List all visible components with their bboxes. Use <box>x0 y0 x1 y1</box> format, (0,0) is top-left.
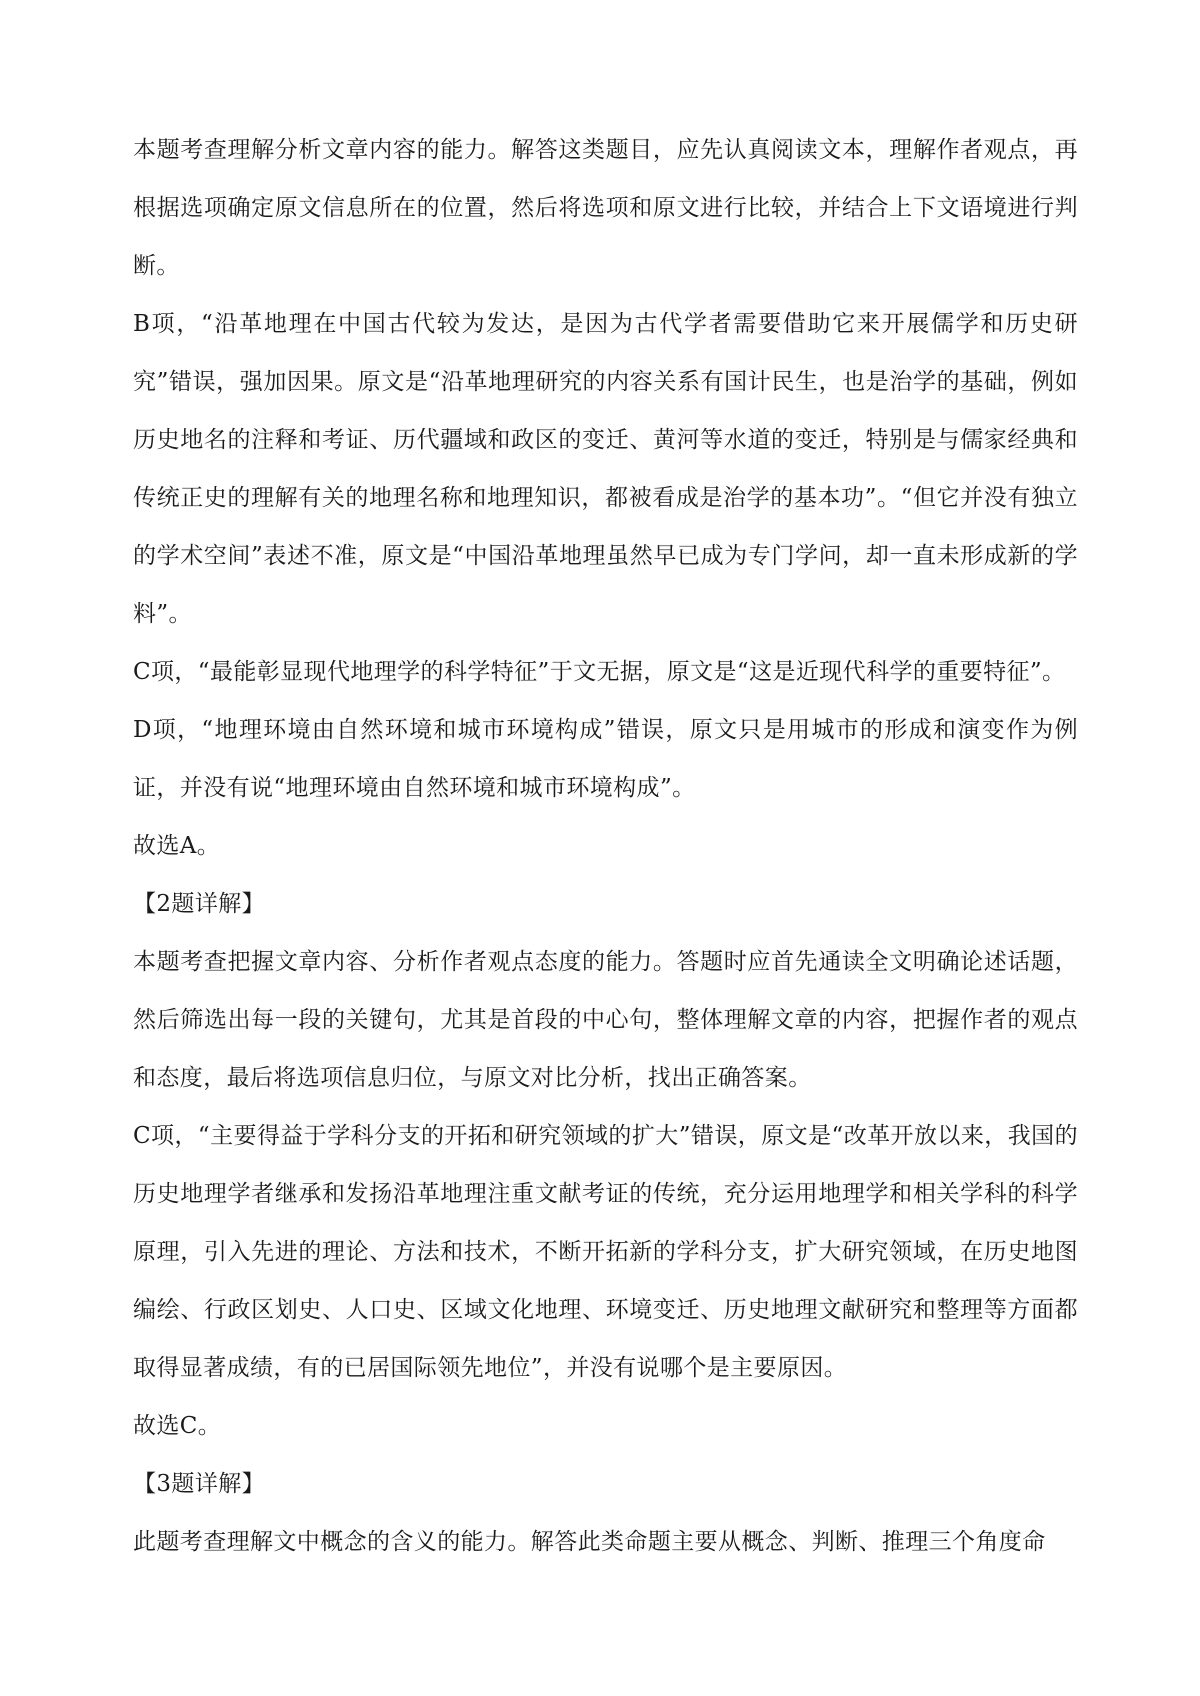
paragraph-option-d-1: D项，“地理环境由自然环境和城市环境构成”错误，原文只是用城市的形成和演变作为例证，并没有说“地理环境由自然环境和城市环境构成”。 <box>133 717 1078 801</box>
document-body <box>133 121 1078 1571</box>
paragraph-option-c-1: C项，“最能彰显现代地理学的科学特征”于文无据，原文是“这是近现代科学的重要特征”。 <box>133 659 1066 685</box>
paragraph-option-b-1: B项，“沿革地理在中国古代较为发达，是因为古代学者需要借助它来开展儒学和历史研究”错误，强加因果。原文是“沿革地理研究的内容关系有国计民生，也是治学的基础，例如历史地名的注释和考证、历代疆域和政区的变迁、黄河等水道的变迁，特别是与儒家经典和传统正史的理解有关的地理名称和地理知识，都被看成是治学的基本功”。“但它并没有独立的学术空间”表述不准，原文是“中国沿革地理虽然早已成为专门学问，却一直未形成新的学料”。 <box>133 311 1078 627</box>
answer-2: 故选C。 <box>133 1413 222 1439</box>
paragraph-intro-3: 此题考查理解文中概念的含义的能力。解答此类命题主要从概念、判断、推理三个角度命 <box>133 1529 1046 1555</box>
answer-1: 故选A。 <box>133 833 221 859</box>
section-heading-q3: 【3题详解】 <box>133 1471 266 1497</box>
paragraph-intro-1: 本题考查理解分析文章内容的能力。解答这类题目，应先认真阅读文本，理解作者观点，再根据选项确定原文信息所在的位置，然后将选项和原文进行比较，并结合上下文语境进行判断。 <box>133 137 1078 279</box>
paragraph-option-c-2: C项，“主要得益于学科分支的开拓和研究领域的扩大”错误，原文是“改革开放以来，我国的历史地理学者继承和发扬沿革地理注重文献考证的传统，充分运用地理学和相关学科的科学原理，引入先进的理论、方法和技术，不断开拓新的学科分支，扩大研究领域，在历史地图编绘、行政区划史、人口史、区域文化地理、环境变迁、历史地理文献研究和整理等方面都取得显著成绩，有的已居国际领先地位”，并没有说哪个是主要原因。 <box>133 1123 1078 1381</box>
paragraph-intro-2: 本题考查把握文章内容、分析作者观点态度的能力。答题时应首先通读全文明确论述话题，然后筛选出每一段的关键句，尤其是首段的中心句，整体理解文章的内容，把握作者的观点和态度，最后将选项信息归位，与原文对比分析，找出正确答案。 <box>133 949 1078 1091</box>
section-heading-q2: 【2题详解】 <box>133 891 266 917</box>
